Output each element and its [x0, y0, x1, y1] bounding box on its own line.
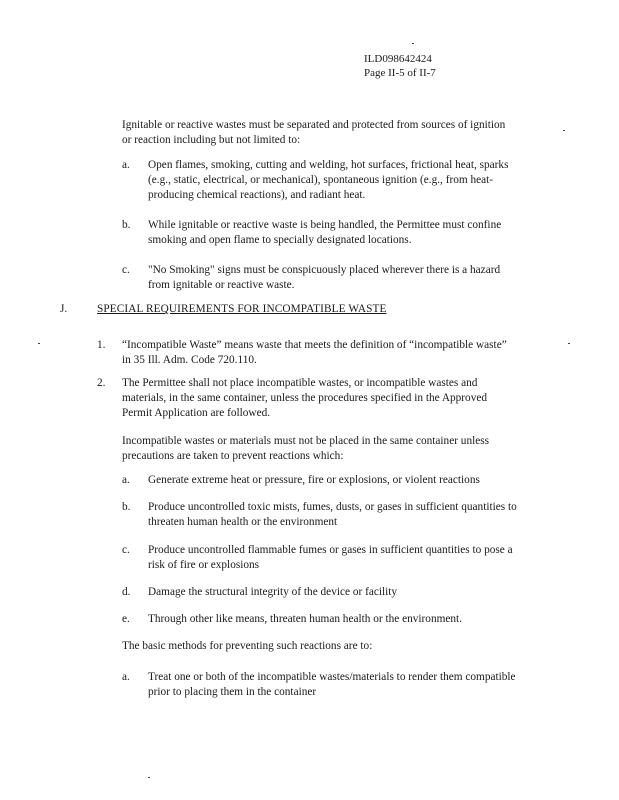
scan-speck	[412, 43, 414, 44]
list-item-line: Generate extreme heat or pressure, fire or explosions, or violent reactions	[148, 474, 480, 486]
intro-line: or reaction including but not limited to:	[122, 134, 301, 146]
scan-speck	[568, 343, 570, 344]
list-marker: c.	[122, 264, 130, 276]
numbered-marker: 2.	[97, 377, 106, 389]
paragraph-line: precautions are taken to prevent reactions which:	[122, 450, 344, 462]
section-heading: SPECIAL REQUIREMENTS FOR INCOMPATIBLE WASTE	[97, 303, 387, 315]
list-item-line: Damage the structural integrity of the device or facility	[148, 586, 398, 598]
scan-speck	[38, 343, 40, 344]
list-item-line: risk of fire or explosions	[148, 559, 260, 571]
list-marker: d.	[122, 586, 131, 598]
paragraph-line: The basic methods for preventing such reactions are to:	[122, 640, 373, 652]
numbered-marker: 1.	[97, 339, 106, 351]
page-header	[364, 52, 436, 80]
list-item-line: While ignitable or reactive waste is being handled, the Permittee must confine	[148, 219, 502, 231]
list-item-line: (e.g., static, electrical, or mechanical), spontaneous ignition (e.g., from heat-	[148, 174, 494, 186]
numbered-line: The Permittee shall not place incompatible wastes, or incompatible wastes and	[122, 377, 478, 389]
list-marker: b.	[122, 219, 131, 231]
intro-line: Ignitable or reactive wastes must be separated and protected from sources of ignition	[122, 119, 506, 131]
list-marker: a.	[122, 159, 130, 171]
numbered-line: materials, in the same container, unless the procedures specified in the Approved	[122, 392, 488, 404]
list-marker: b.	[122, 501, 131, 513]
numbered-line: Permit Application are followed.	[122, 407, 271, 419]
list-marker: a.	[122, 671, 130, 683]
scan-speck	[148, 777, 150, 778]
list-item-line: threaten human health or the environment	[148, 516, 338, 528]
numbered-line: “Incompatible Waste” means waste that meets the definition of “incompatible waste”	[122, 339, 507, 351]
list-item-line: from ignitable or reactive waste.	[148, 279, 295, 291]
list-marker: c.	[122, 544, 130, 556]
paragraph-line: Incompatible wastes or materials must not be placed in the same container unless	[122, 435, 490, 447]
section-letter: J.	[60, 303, 68, 315]
list-item-line: Produce uncontrolled toxic mists, fumes, dusts, or gases in sufficient quantities to	[148, 501, 517, 513]
numbered-line: in 35 Ill. Adm. Code 720.110.	[122, 354, 257, 366]
list-item-line: Produce uncontrolled flammable fumes or gases in sufficient quantities to pose a	[148, 544, 513, 556]
scan-speck	[563, 130, 565, 131]
list-item-line: producing chemical reactions), and radiant heat.	[148, 189, 366, 201]
page-number: Page II-5 of II-7	[364, 67, 436, 79]
list-item-line: Through other like means, threaten human health or the environment.	[148, 613, 463, 625]
list-item-line: Treat one or both of the incompatible wastes/materials to render them compatible	[148, 671, 516, 683]
list-item-line: prior to placing them in the container	[148, 686, 317, 698]
list-item-line: smoking and open flame to specially designated locations.	[148, 234, 412, 246]
document-id: ILD098642424	[364, 53, 432, 65]
list-marker: a.	[122, 474, 130, 486]
list-item-line: Open flames, smoking, cutting and welding, hot surfaces, frictional heat, sparks	[148, 159, 509, 171]
list-marker: e.	[122, 613, 130, 625]
list-item-line: "No Smoking" signs must be conspicuously placed wherever there is a hazard	[148, 264, 501, 276]
